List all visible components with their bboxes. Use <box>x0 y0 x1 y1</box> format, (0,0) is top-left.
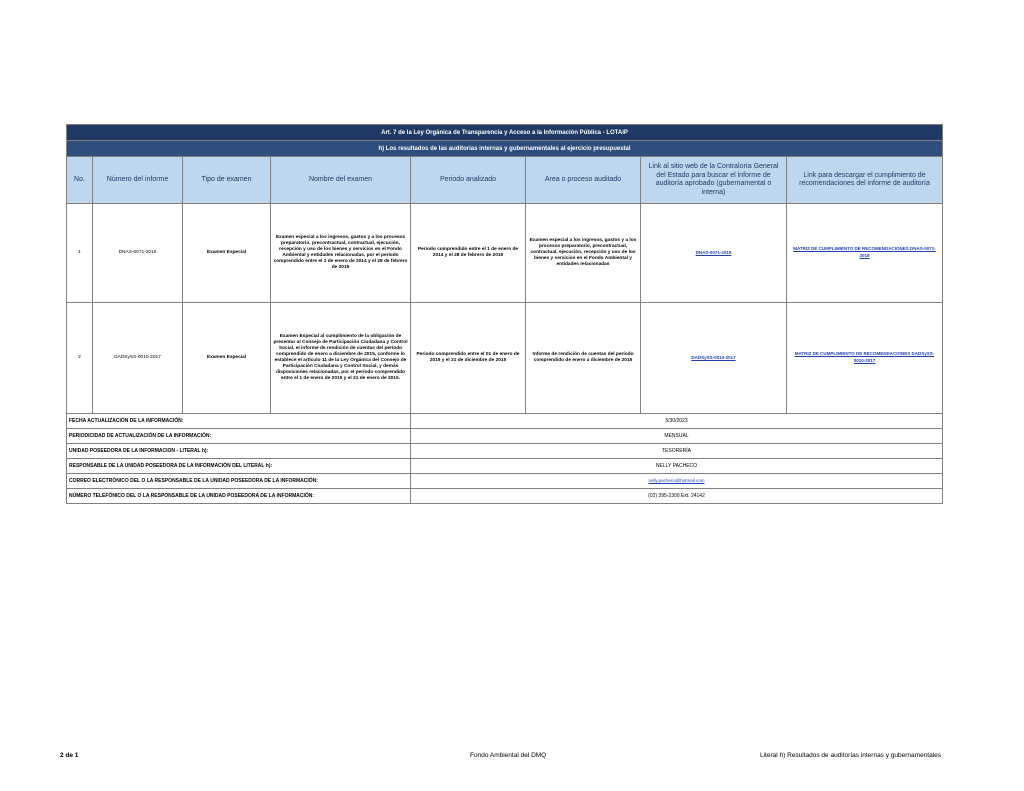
banner-subtitle-row <box>67 141 943 157</box>
meta-label: CORREO ELECTRÓNICO DEL O LA RESPONSABLE DE LA UNIDAD POSEEDORA DE LA INFORMACIÓN: <box>67 474 411 489</box>
meta-row <box>67 489 943 504</box>
meta-label: NÚMERO TELEFÓNICO DEL O LA RESPONSABLE DE LA UNIDAD POSEEDORA DE LA INFORMACIÓN: <box>67 489 411 504</box>
banner-title-row <box>67 125 943 141</box>
lotaip-sheet <box>66 124 942 504</box>
meta-row <box>67 414 943 429</box>
header-link-contraloria: Link al sitio web de la Contraloría General del Estado para buscar el informe de auditoría aprobado (gubernamental o interna) <box>641 157 787 204</box>
email-link[interactable]: nelly.pacheco@hotmail.com <box>648 478 705 483</box>
banner-title: Art. 7 de la Ley Orgánica de Transparencia y Acceso a la Información Pública - LOTAIP <box>67 125 943 141</box>
cumplimiento-link[interactable]: MATRIZ DE CUMPLIMIENTO DE RECOMENDACIONES DNAS-0071-2019 <box>793 246 936 258</box>
banner-subtitle: h) Los resultados de las auditorías internas y gubernamentales al ejercicio presupuestal <box>67 141 943 157</box>
meta-row <box>67 459 943 474</box>
meta-label: PERIODICIDAD DE ACTUALIZACIÓN DE LA INFORMACIÓN: <box>67 429 411 444</box>
meta-label: UNIDAD POSEEDORA DE LA INFORMACION - LITERAL h): <box>67 444 411 459</box>
cumplimiento-link[interactable]: MATRIZ DE CUMPLIMIENTO DE RECOMENDACIONES DADSySS-0010-2017 <box>794 351 935 363</box>
header-link-cumplimiento: Link para descargar el cumplimiento de recomendaciones del informe de auditoría <box>787 157 943 204</box>
row-link-cumplimiento-cell <box>787 204 943 303</box>
row-tipo: Examen Especial <box>183 204 271 303</box>
row-area: Examen especial a los ingresos, gastos y a los procesos preparatorio, precontractual, contractual, ejecución, recepción y uso de los bienes y servicios en el Fondo Ambiental y entidades relacionadas <box>526 204 641 303</box>
row-nombre: Examen Especial al cumplimiento de la obligación de presentar al Consejo de Participación Ciudadana y Control Social, el informe de rendición de cuentas del período comprendido de enero a diciembre de 2015, conforme lo establece el artículo 11 de la Ley Orgánica del Consejo de Participación Ciudadana y Control Social, y demás disposiciones relacionadas, por el período comprendido entre el 1 de enero de 2015 y el 31 de enero de 2015. <box>271 303 411 414</box>
meta-value: TESORERÍA <box>411 444 943 459</box>
row-numero: DNAS-0071-2019 <box>93 204 183 303</box>
meta-value: 5/30/2023 <box>411 414 943 429</box>
footer-page-number: 2 de 1 <box>60 752 79 759</box>
row-link-cumplimiento-cell <box>787 303 943 414</box>
row-tipo: Examen Especial <box>183 303 271 414</box>
audit-table <box>66 124 943 504</box>
meta-row <box>67 444 943 459</box>
row-periodo: Periodo comprendido entre el 1 de enero de 2014 y el 28 de febrero de 2019 <box>411 204 526 303</box>
meta-label: FECHA ACTUALIZACIÓN DE LA INFORMACIÓN: <box>67 414 411 429</box>
footer-center: Fondo Ambiental del DMQ <box>470 752 547 759</box>
header-numero: Número del informe <box>93 157 183 204</box>
meta-value: (02) 395-2300 Ext. 24142 <box>411 489 943 504</box>
header-no: No. <box>67 157 93 204</box>
meta-label: RESPONSABLE DE LA UNIDAD POSEEDORA DE LA INFORMACIÓN DEL LITERAL h): <box>67 459 411 474</box>
footer-right: Literal h) Resultados de auditorías internas y gubernamentales <box>760 752 942 759</box>
contraloria-link[interactable]: DADSySS-0010-2017 <box>691 354 736 360</box>
row-no: 2 <box>67 303 93 414</box>
header-tipo: Tipo de examen <box>183 157 271 204</box>
header-nombre: Nombre del examen <box>271 157 411 204</box>
table-row <box>67 204 943 303</box>
row-nombre: Examen especial a los ingresos, gastos y a los procesos preparatorio, precontractual, contractual, ejecución, recepción y uso de los bienes y servicios en el Fondo Ambiental y entidades relacionadas, por el período comprendido entre el 1 de enero de 2014 y el 28 de febrero de 2019 <box>271 204 411 303</box>
row-link-contraloria-cell <box>641 204 787 303</box>
meta-row <box>67 474 943 489</box>
contraloria-link[interactable]: DNAS-0071-2019 <box>695 249 732 255</box>
row-periodo: Periodo comprendido entre el 01 de enero de 2015 y el 31 de diciembre de 2015 <box>411 303 526 414</box>
row-no: 1 <box>67 204 93 303</box>
meta-value: MENSUAL <box>411 429 943 444</box>
row-area: Informe de rendición de cuentas del período comprendido de enero a diciembre de 2015 <box>526 303 641 414</box>
header-row <box>67 157 943 204</box>
row-link-contraloria-cell <box>641 303 787 414</box>
meta-row <box>67 429 943 444</box>
meta-value: NELLY PACHECO <box>411 459 943 474</box>
meta-value-cell <box>411 474 943 489</box>
header-periodo: Periodo analizado <box>411 157 526 204</box>
header-area: Area o proceso auditado <box>526 157 641 204</box>
row-numero: DADSySS-0010-2017 <box>93 303 183 414</box>
table-row <box>67 303 943 414</box>
